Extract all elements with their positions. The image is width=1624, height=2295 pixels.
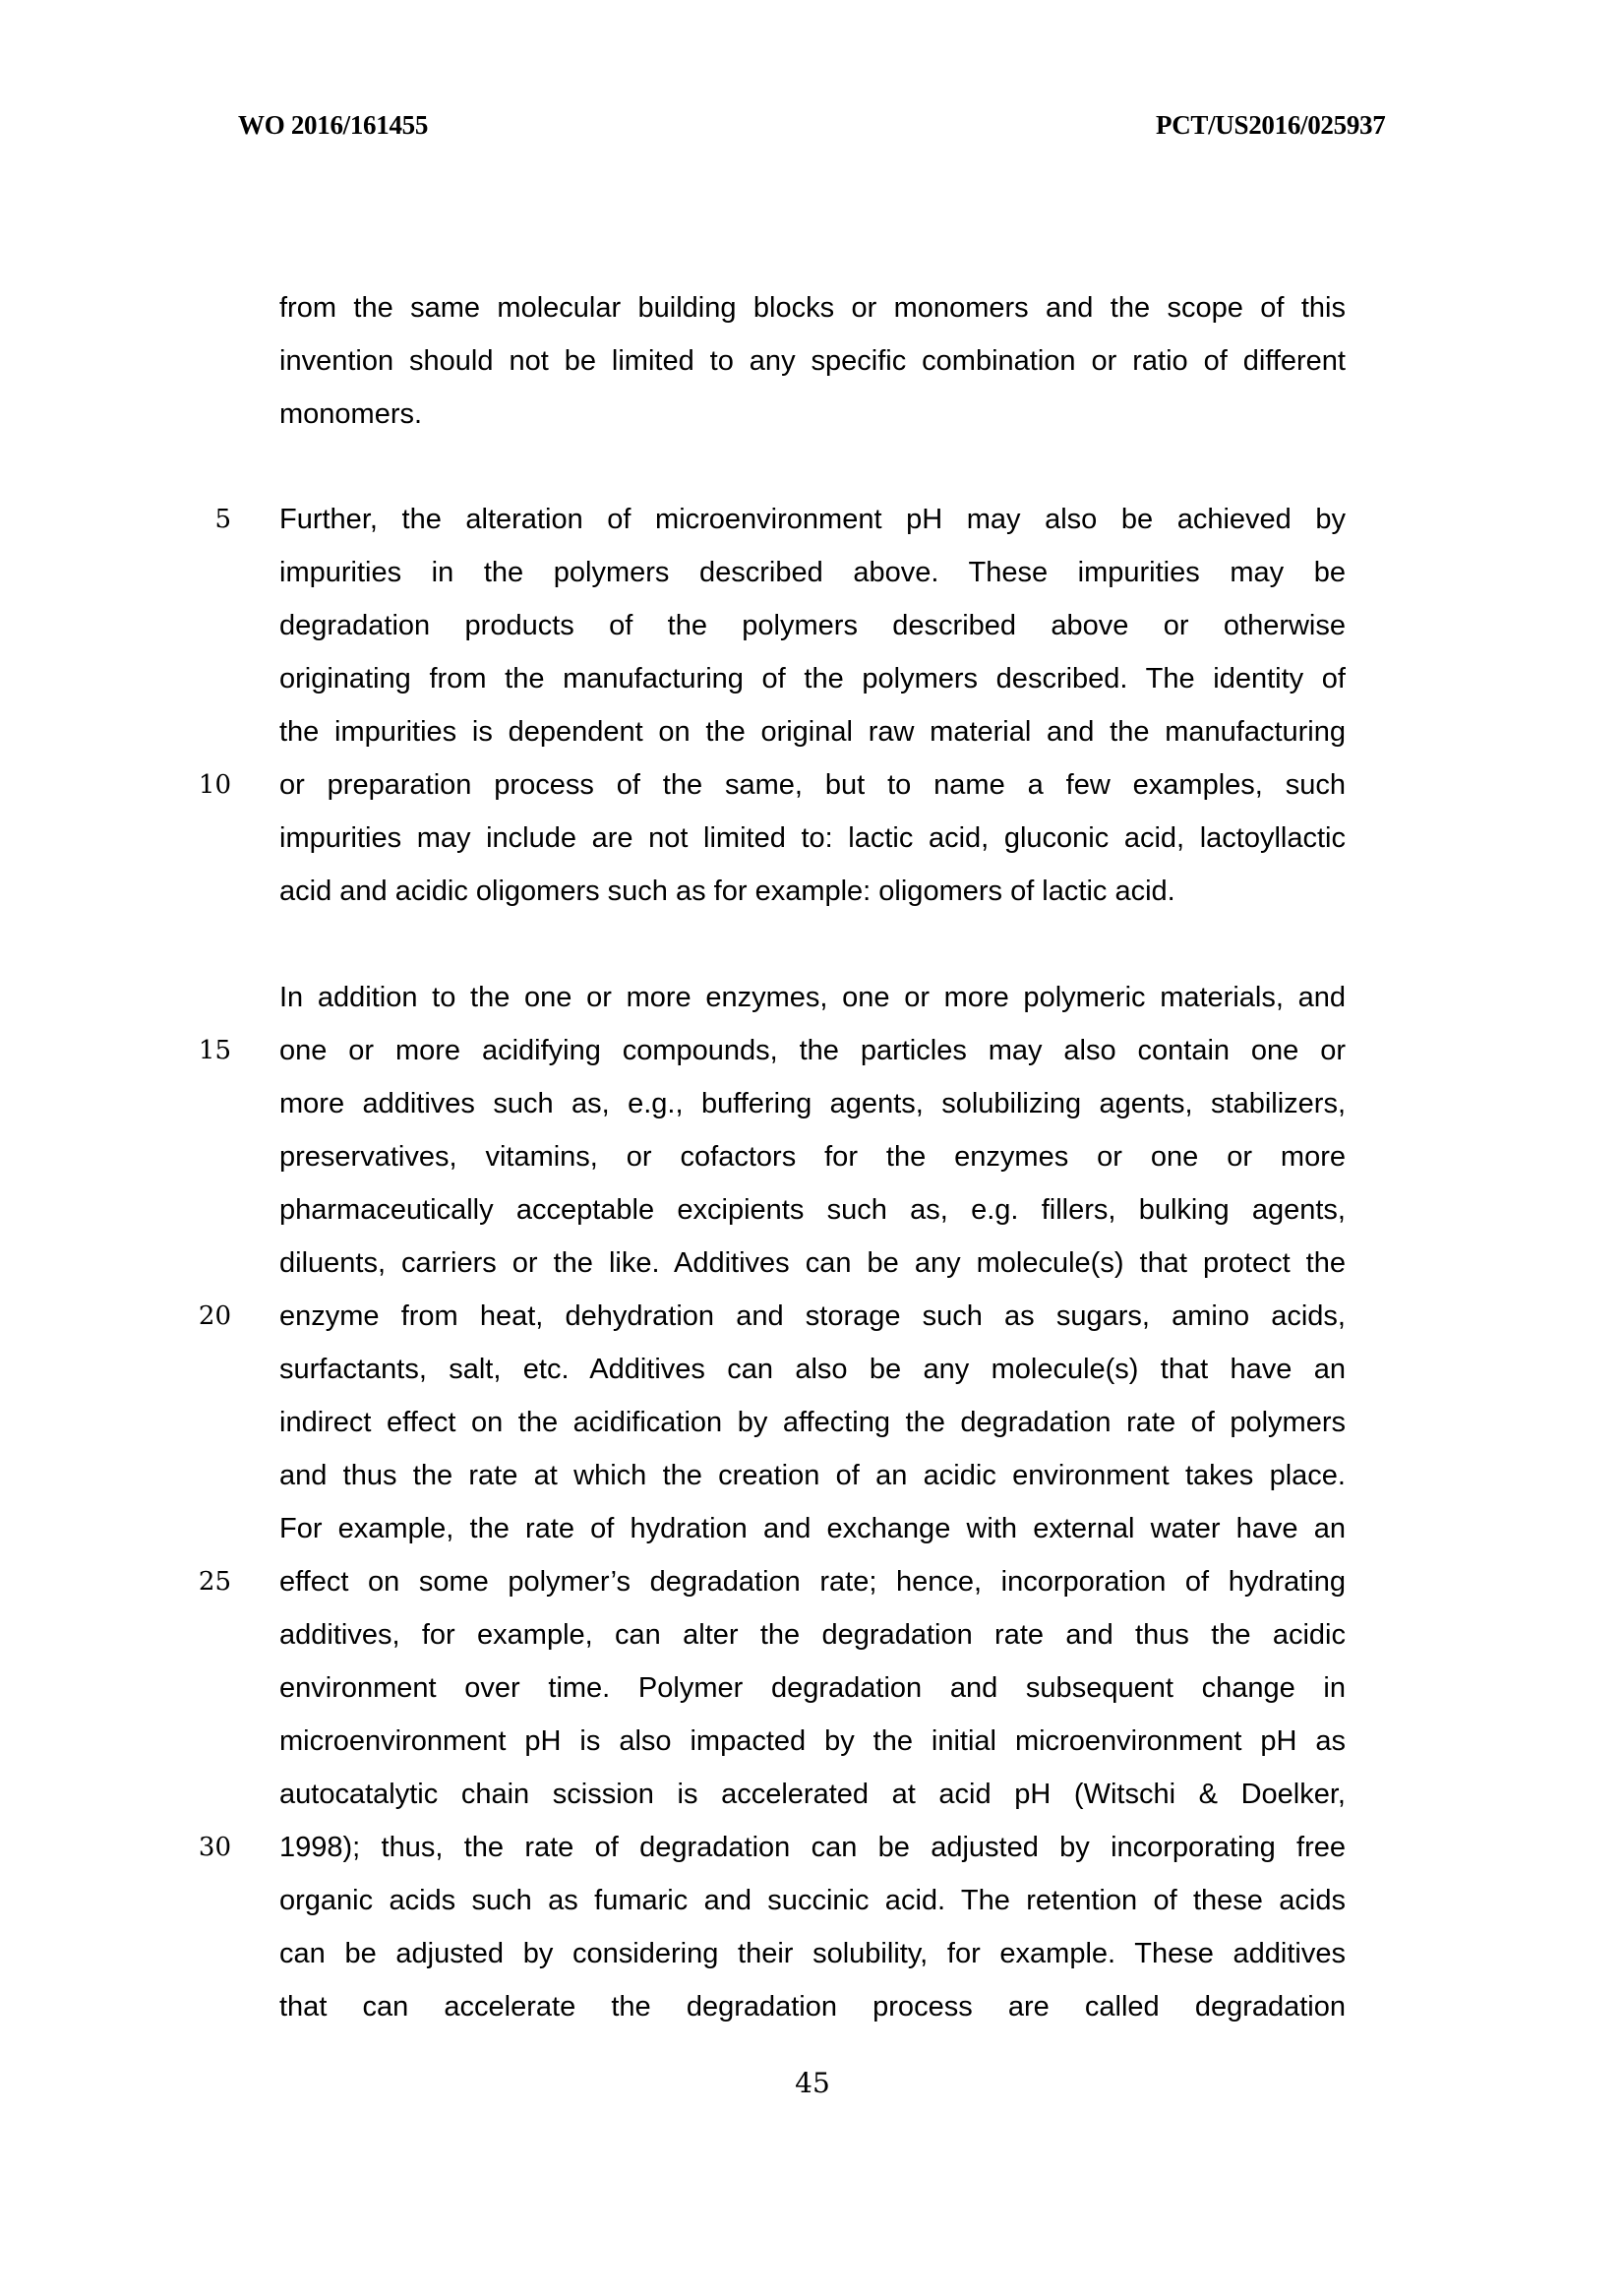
text-line: invention should not be limited to any specific combination or ratio of different [279,345,1346,377]
text-line: organic acids such as fumaric and succinic acid. The retention of these acids [279,1885,1346,1916]
text-line: acid and acidic oligomers such as for example: oligomers of lactic acid. [279,876,1175,907]
text-line: additives, for example, can alter the degradation rate and thus the acidic [279,1619,1346,1651]
application-number: PCT/US2016/025937 [1156,110,1386,140]
text-line: the impurities is dependent on the original raw material and the manufacturing [279,716,1346,748]
text-line: originating from the manufacturing of the polymers described. The identity of [279,663,1346,695]
text-line: 1998); thus, the rate of degradation can be adjusted by incorporating free [279,1832,1346,1863]
page-number: 45 [795,2067,830,2099]
text-line: In addition to the one or more enzymes, one or more polymeric materials, and [279,982,1346,1013]
text-line: and thus the rate at which the creation of an acidic environment takes place. [279,1460,1346,1491]
text-line: autocatalytic chain scission is accelerated at acid pH (Witschi & Doelker, [279,1779,1346,1810]
text-line: microenvironment pH is also impacted by the initial microenvironment pH as [279,1725,1346,1757]
paragraph-impurities [279,493,1346,918]
line-number: 10 [198,770,231,800]
line-number: 15 [198,1036,231,1065]
line-number: 5 [214,505,231,534]
text-line: degradation products of the polymers described above or otherwise [279,610,1346,641]
paragraph-additives [279,971,1346,2033]
text-line: impurities in the polymers described above. These impurities may be [279,557,1346,588]
text-line: can be adjusted by considering their solubility, for example. These additives [279,1938,1346,1969]
publication-number: WO 2016/161455 [238,110,429,140]
text-line: surfactants, salt, etc. Additives can also be any molecule(s) that have an [279,1354,1346,1385]
text-line: that can accelerate the degradation process are called degradation [279,1991,1346,2023]
text-line: indirect effect on the acidification by affecting the degradation rate of polymers [279,1407,1346,1438]
text-line: Further, the alteration of microenvironment pH may also be achieved by [279,504,1346,535]
text-line: enzyme from heat, dehydration and storage such as sugars, amino acids, [279,1300,1346,1332]
text-line: diluents, carriers or the like. Additives can be any molecule(s) that protect the [279,1247,1346,1279]
line-number: 25 [198,1567,231,1597]
line-number: 20 [198,1301,231,1331]
text-line: from the same molecular building blocks or monomers and the scope of this [279,292,1346,324]
line-number: 30 [198,1833,231,1862]
text-line: For example, the rate of hydration and exchange with external water have an [279,1513,1346,1544]
text-line: or preparation process of the same, but to name a few examples, such [279,769,1346,801]
text-line: monomers. [279,398,423,430]
text-line: one or more acidifying compounds, the particles may also contain one or [279,1035,1346,1066]
text-line: impurities may include are not limited to: lactic acid, gluconic acid, lactoyllactic [279,822,1346,854]
text-line: more additives such as, e.g., buffering agents, solubilizing agents, stabilizers, [279,1088,1346,1119]
text-line: preservatives, vitamins, or cofactors for the enzymes or one or more [279,1141,1346,1173]
paragraph-monomers-scope [279,281,1346,441]
text-line: effect on some polymer’s degradation rate; hence, incorporation of hydrating [279,1566,1346,1598]
text-line: environment over time. Polymer degradation and subsequent change in [279,1672,1346,1704]
text-line: pharmaceutically acceptable excipients such as, e.g. fillers, bulking agents, [279,1194,1346,1226]
